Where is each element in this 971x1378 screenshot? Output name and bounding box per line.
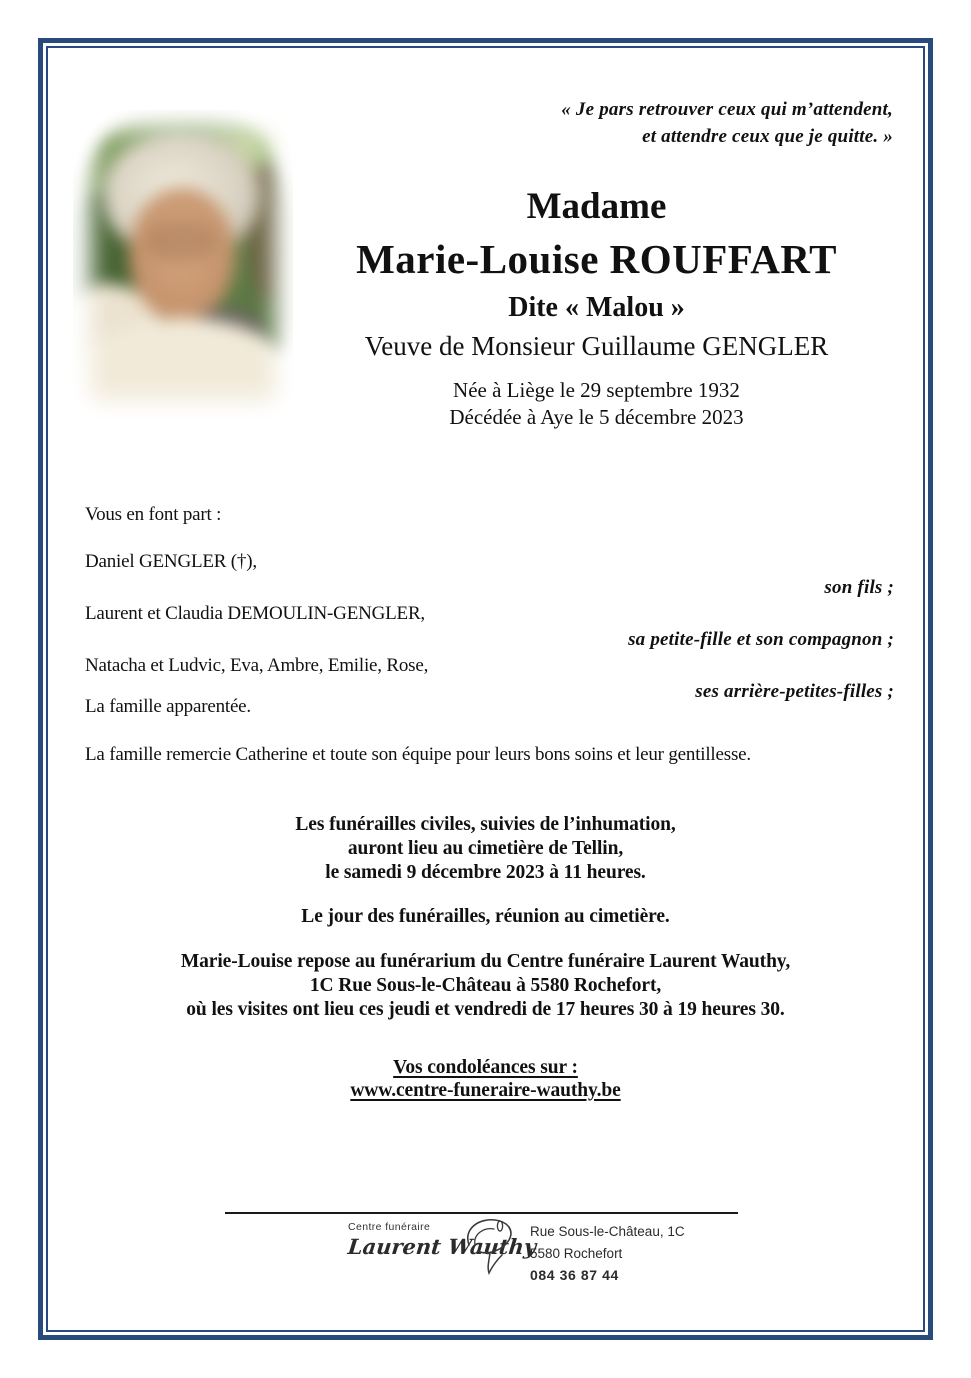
repose-details-line1: Marie-Louise repose au funérarium du Centre funéraire Laurent Wauthy, bbox=[180, 951, 791, 972]
calla-lily-icon bbox=[462, 1215, 518, 1280]
death-line: Décédée à Aye le 5 décembre 2023 bbox=[449, 404, 744, 429]
birth-line: Née à Liège le 29 septembre 1932 bbox=[453, 377, 740, 402]
funeral-details-line1: Les funérailles civiles, suivies de l’inhumation, bbox=[295, 814, 676, 835]
family-entry-names: Daniel GENGLER (†), bbox=[85, 551, 257, 572]
nickname-line: Dite « Malou » bbox=[508, 292, 685, 324]
funeral-home-address bbox=[530, 1221, 685, 1287]
deceased-name: Marie-Louise ROUFFART bbox=[356, 236, 837, 283]
thanks-line: La famille remercie Catherine et toute son équipe pour leurs bons soins et leur gentillesse. bbox=[85, 744, 751, 765]
deceased-title-block bbox=[298, 183, 895, 431]
phone-number: 084 36 87 44 bbox=[530, 1267, 619, 1284]
memorial-quote-line2: et attendre ceux que je quitte. » bbox=[642, 125, 893, 147]
memorial-quote-line1: « Je pars retrouver ceux qui m’attendent, bbox=[561, 99, 893, 120]
condolences-block bbox=[48, 1056, 923, 1102]
funeral-home-logo-name: Laurent Wauthy bbox=[346, 1234, 538, 1259]
funeral-details-line3: le samedi 9 décembre 2023 à 11 heures. bbox=[325, 862, 646, 883]
widow-line: Veuve de Monsieur Guillaume GENGLER bbox=[364, 330, 829, 361]
announcement-intro: Vous en font part : bbox=[85, 504, 222, 525]
family-entry-relation: son fils ; bbox=[824, 577, 894, 598]
portrait-photo bbox=[73, 110, 293, 418]
title-madame: Madame bbox=[526, 186, 667, 227]
funeral-details-line2: auront lieu au cimetière de Tellin, bbox=[347, 838, 624, 859]
family-entry-names: Natacha et Ludvic, Eva, Ambre, Emilie, Rose, bbox=[85, 655, 429, 676]
meeting-line: Le jour des funérailles, réunion au cimetière. bbox=[301, 906, 670, 927]
funeral-details bbox=[48, 813, 923, 885]
family-entry-names: Laurent et Claudia DEMOULIN-GENGLER, bbox=[85, 603, 425, 624]
address-city: 5580 Rochefort bbox=[530, 1245, 623, 1261]
repose-details bbox=[48, 950, 923, 1022]
family-entry-relation: ses arrière-petites-filles ; bbox=[695, 681, 894, 702]
family-line: La famille apparentée. bbox=[85, 696, 251, 717]
announcement-block bbox=[85, 503, 894, 766]
memorial-quote bbox=[561, 97, 893, 151]
condolences-label: Vos condoléances sur : bbox=[393, 1057, 578, 1078]
family-entry-relation: sa petite-fille et son compagnon ; bbox=[628, 629, 894, 650]
address-street: Rue Sous-le-Château, 1C bbox=[530, 1224, 685, 1239]
footer-divider bbox=[225, 1212, 738, 1214]
repose-details-line2: 1C Rue Sous-le-Château à 5580 Rochefort, bbox=[309, 975, 662, 996]
photo-feather-edge bbox=[73, 110, 293, 418]
repose-details-line3: où les visites ont lieu ces jeudi et vendredi de 17 heures 30 à 19 heures 30. bbox=[186, 999, 785, 1020]
condolences-website: www.centre-funeraire-wauthy.be bbox=[350, 1080, 621, 1101]
funeral-home-logo-type: Centre funéraire bbox=[348, 1221, 431, 1233]
